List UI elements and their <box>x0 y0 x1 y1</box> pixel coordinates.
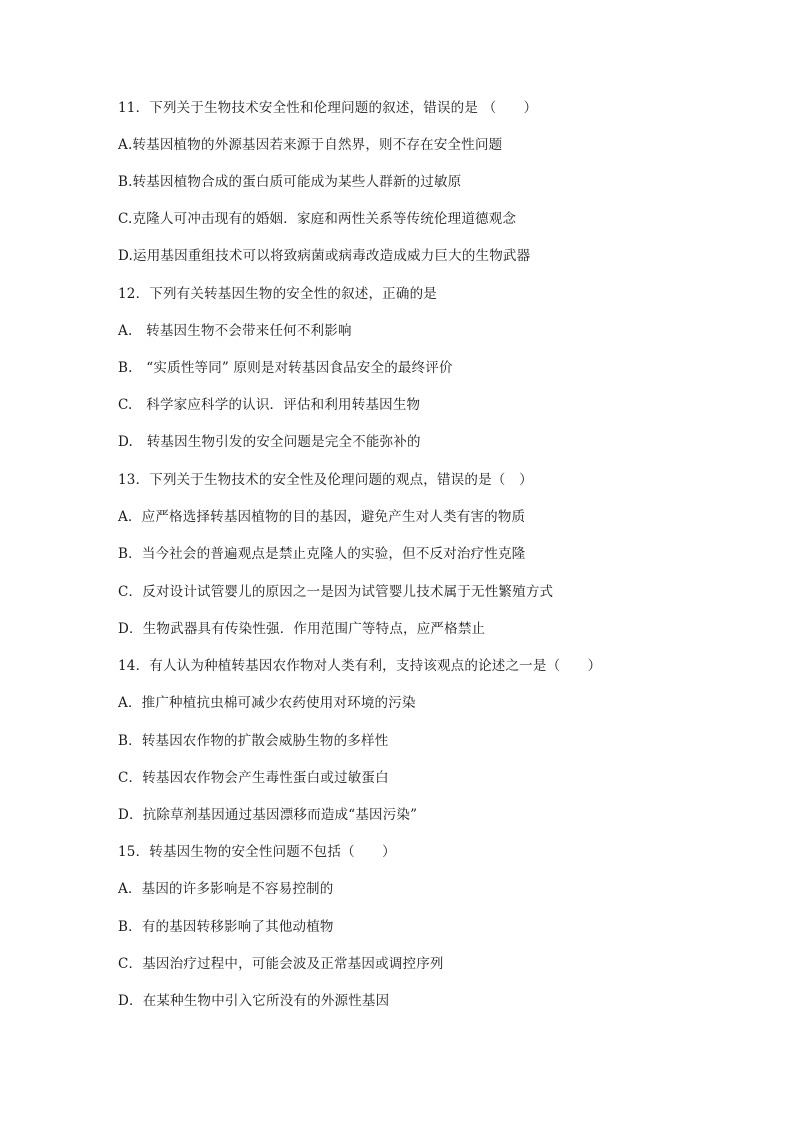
question-11-option-a: A.转基因植物的外源基因若来源于自然界，则不存在安全性问题 <box>118 137 503 153</box>
question-13-option-a: A．应严格选择转基因植物的目的基因，避免产生对人类有害的物质 <box>118 509 526 525</box>
question-14-option-a: A．推广种植抗虫棉可减少农药使用对环境的污染 <box>118 695 416 711</box>
question-14-option-b: B．转基因农作物的扩散会威胁生物的多样性 <box>118 733 389 749</box>
question-13-option-b: B．当今社会的普遍观点是禁止克隆人的实验，但不反对治疗性克隆 <box>118 546 526 562</box>
question-11-stem: 11．下列关于生物技术安全性和伦理问题的叙述，错误的是 （ ） <box>118 100 538 116</box>
question-14-option-c: C．转基因农作物会产生毒性蛋白或过敏蛋白 <box>118 770 389 786</box>
question-12-option-a: A. 转基因生物不会带来任何不利影响 <box>118 323 352 339</box>
question-15-option-d: D．在某种生物中引入它所没有的外源性基因 <box>118 993 390 1009</box>
question-11-option-c: C.克隆人可冲击现有的婚姻．家庭和两性关系等传统伦理道德观念 <box>118 211 517 227</box>
question-14-stem: 14．有人认为种植转基因农作物对人类有利，支持该观点的论述之一是（ ） <box>118 658 602 674</box>
question-15-stem: 15．转基因生物的安全性问题不包括（ ） <box>118 844 396 860</box>
question-14-option-d: D．抗除草剂基因通过基因漂移而造成“基因污染” <box>118 807 418 823</box>
question-13-option-c: C．反对设计试管婴儿的原因之一是因为试管婴儿技术属于无性繁殖方式 <box>118 584 554 600</box>
question-12-option-c: C. 科学家应科学的认识．评估和利用转基因生物 <box>118 397 421 413</box>
question-11-option-d: D.运用基因重组技术可以将致病菌或病毒改造成威力巨大的生物武器 <box>118 248 531 264</box>
question-15-option-a: A．基因的许多影响是不容易控制的 <box>118 881 334 897</box>
question-11-option-b: B.转基因植物合成的蛋白质可能成为某些人群新的过敏原 <box>118 174 462 190</box>
question-12-option-d: D. 转基因生物引发的安全问题是完全不能弥补的 <box>118 434 421 450</box>
question-13-option-d: D．生物武器具有传染性强．作用范围广等特点，应严格禁止 <box>118 621 486 637</box>
question-15-option-c: C．基因治疗过程中，可能会波及正常基因或调控序列 <box>118 956 444 972</box>
question-12-option-b: B. “实质性等同” 原则是对转基因食品安全的最终评价 <box>118 360 453 376</box>
question-15-option-b: B．有的基因转移影响了其他动植物 <box>118 919 334 935</box>
question-12-stem: 12．下列有关转基因生物的安全性的叙述，正确的是 <box>118 286 437 302</box>
question-13-stem: 13．下列关于生物技术的安全性及伦理问题的观点，错误的是（ ） <box>118 472 533 488</box>
